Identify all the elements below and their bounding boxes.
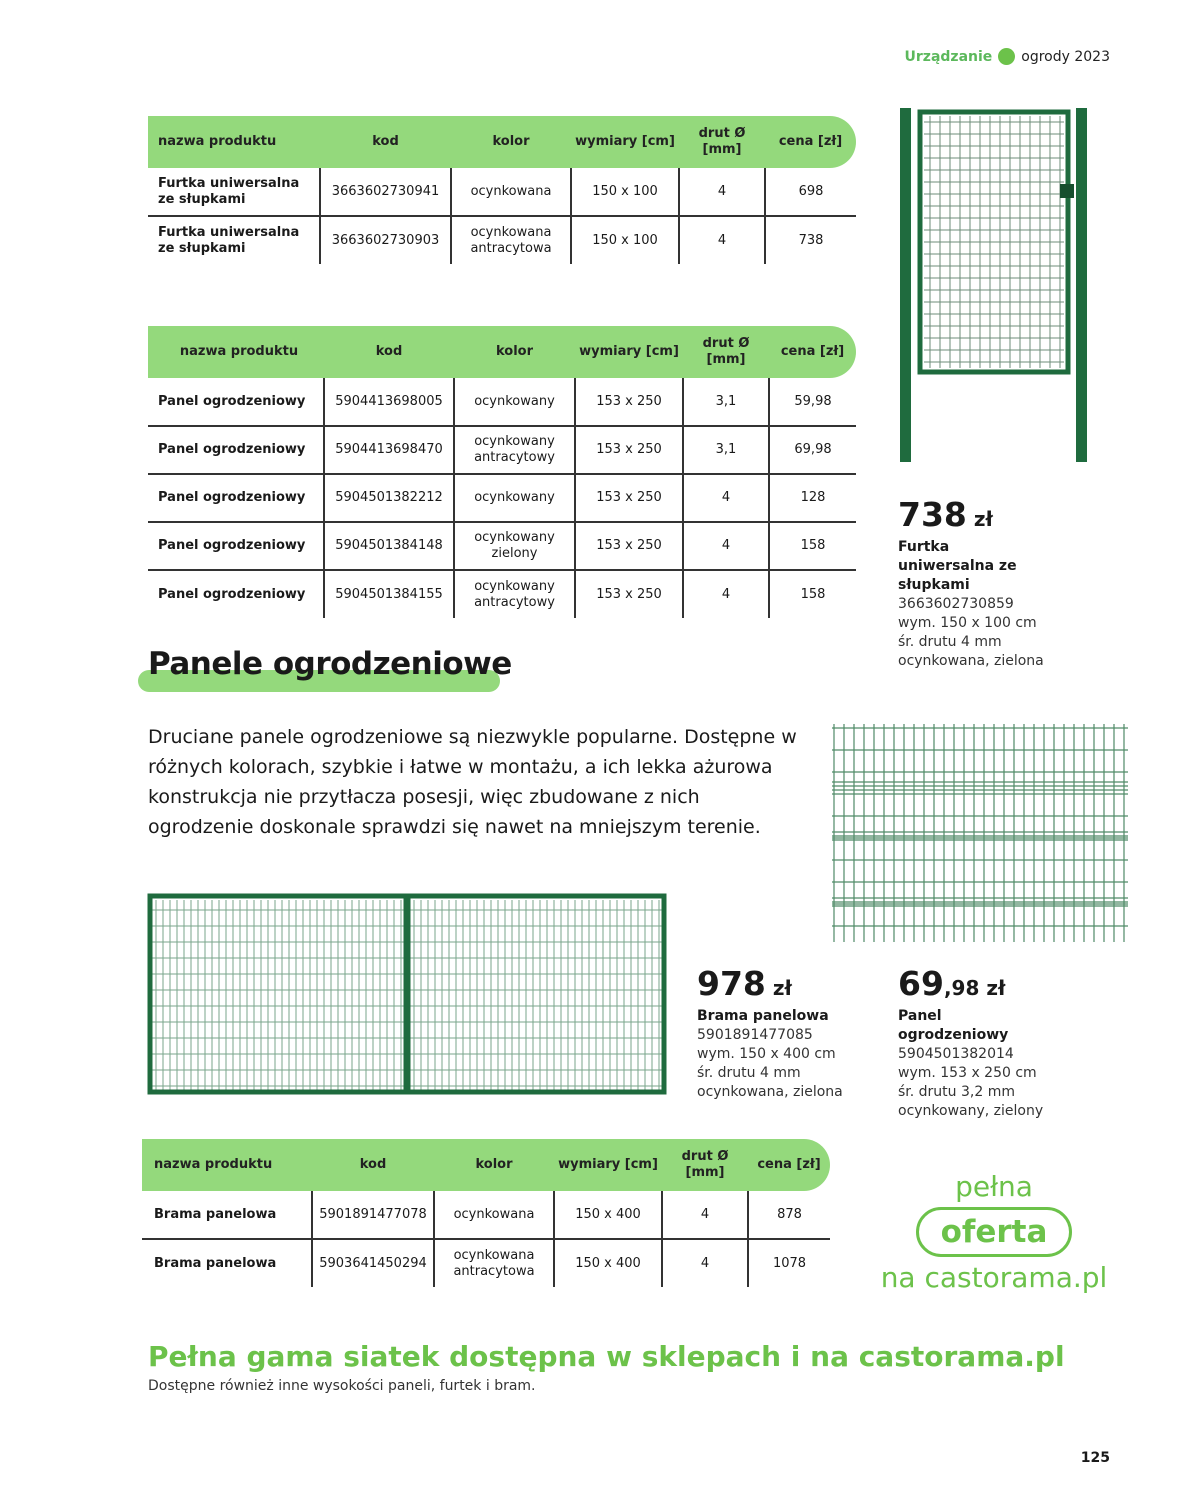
cell-wire: 4 [679, 168, 765, 216]
panel-product-info [898, 965, 1098, 1121]
cell-color: ocynkowany antracytowy [454, 570, 575, 618]
col-dims-header: wymiary [cm] [575, 326, 683, 378]
promo-link[interactable]: na castorama.pl [880, 1261, 1108, 1294]
cell-code: 5904413698005 [324, 378, 454, 426]
gate-price: 738 zł [898, 495, 993, 534]
cell-color: ocynkowana antracytowa [451, 216, 571, 264]
spec-table-panels [148, 326, 856, 618]
col-dims-header: wymiary [cm] [571, 116, 679, 168]
cell-wire: 3,1 [683, 426, 769, 474]
cell-color: ocynkowana [451, 168, 571, 216]
promo-line1: pełna [955, 1170, 1033, 1203]
footer-subtext: Dostępne również inne wysokości paneli, furtek i bram. [148, 1378, 536, 1394]
cell-color: ocynkowany antracytowy [454, 426, 575, 474]
cell-dims: 153 x 250 [575, 426, 683, 474]
cell-name: Panel ogrodzeniowy [148, 378, 324, 426]
cell-price: 1078 [748, 1239, 830, 1287]
cell-name: Panel ogrodzeniowy [158, 586, 306, 602]
table-row [142, 1191, 830, 1239]
col-dims-header: wymiary [cm] [554, 1139, 662, 1191]
table-row [148, 474, 856, 522]
brama-color: ocynkowana, zielona [697, 1084, 843, 1100]
panel-name-line2: ogrodzeniowy [898, 1027, 1009, 1043]
double-gate-product-image [142, 890, 674, 1100]
col-name-header: nazwa produktu [148, 116, 320, 168]
table-row [148, 168, 856, 216]
cell-color: ocynkowany [454, 378, 575, 426]
cell-dims: 153 x 250 [575, 522, 683, 570]
col-color-header: kolor [451, 116, 571, 168]
cell-dims: 150 x 100 [571, 168, 679, 216]
col-price-header: cena [zł] [765, 116, 856, 168]
cell-code: 3663602730941 [320, 168, 451, 216]
cell-wire: 4 [679, 216, 765, 264]
table-header-row [142, 1139, 830, 1191]
gate-product-info [898, 496, 1118, 671]
col-wire-header: drut Ø [mm] [683, 326, 769, 378]
panel-wire: śr. drutu 3,2 mm [898, 1084, 1015, 1100]
cell-price: 128 [769, 474, 856, 522]
col-name-header: nazwa produktu [142, 1139, 312, 1191]
gate-dims: wym. 150 x 100 cm [898, 615, 1037, 631]
cell-price: 698 [765, 168, 856, 216]
cell-code: 5901891477078 [312, 1191, 434, 1239]
cell-name: Brama panelowa [142, 1191, 312, 1239]
category-label: Urządzanie [904, 48, 993, 65]
cell-name: Panel ogrodzeniowy [148, 522, 324, 570]
table-row [148, 522, 856, 570]
col-color-header: kolor [454, 326, 575, 378]
col-price-header: cena [zł] [769, 326, 856, 378]
col-price-header: cena [zł] [748, 1139, 830, 1191]
table-row [148, 426, 856, 474]
cell-price: 69,98 [769, 426, 856, 474]
cell-code: 5903641450294 [312, 1239, 434, 1287]
promo-pill: oferta [916, 1207, 1073, 1257]
brama-price: 978 zł [697, 964, 792, 1003]
promo-badge[interactable] [878, 1170, 1110, 1294]
table-row [142, 1239, 830, 1287]
cell-price: 738 [765, 216, 856, 264]
table-row [148, 570, 856, 618]
cell-wire: 4 [662, 1191, 748, 1239]
table-row [148, 216, 856, 264]
catalog-title: ogrody 2023 [1021, 48, 1110, 65]
cell-price: 59,98 [769, 378, 856, 426]
cell-wire: 4 [662, 1239, 748, 1287]
cell-name: Panel ogrodzeniowy [148, 426, 324, 474]
panel-product-image [832, 722, 1128, 944]
table-row [148, 378, 856, 426]
cell-wire: 4 [683, 522, 769, 570]
cell-wire: 4 [683, 474, 769, 522]
brama-code: 5901891477085 [697, 1027, 813, 1043]
col-wire-header: drut Ø [mm] [679, 116, 765, 168]
cell-dims: 150 x 100 [571, 216, 679, 264]
cell-name: Brama panelowa [154, 1255, 277, 1271]
cell-dims: 150 x 400 [554, 1191, 662, 1239]
panel-dims: wym. 153 x 250 cm [898, 1065, 1037, 1081]
category-dot-icon [998, 48, 1015, 65]
page-header [905, 48, 1110, 65]
cell-dims: 153 x 250 [575, 474, 683, 522]
cell-color: ocynkowana [434, 1191, 554, 1239]
cell-code: 5904501384155 [324, 570, 454, 618]
cell-name: Furtka uniwersalna ze słupkami [158, 224, 300, 256]
col-code-header: kod [324, 326, 454, 378]
cell-code: 3663602730903 [320, 216, 451, 264]
footer-headline: Pełna gama siatek dostępna w sklepach i na castorama.pl [148, 1340, 1065, 1373]
panel-price: 69,98 zł [898, 964, 1006, 1003]
cell-price: 158 [769, 570, 856, 618]
cell-wire: 3,1 [683, 378, 769, 426]
cell-dims: 150 x 400 [554, 1239, 662, 1287]
cell-price: 158 [769, 522, 856, 570]
panel-code: 5904501382014 [898, 1046, 1014, 1062]
gate-name: Furtka uniwersalna ze słupkami [898, 539, 1017, 593]
cell-price: 878 [748, 1191, 830, 1239]
gate-code: 3663602730859 [898, 596, 1014, 612]
gate-color: ocynkowana, zielona [898, 653, 1044, 669]
section-heading: Panele ogrodzeniowe [148, 646, 512, 682]
gate-product-image [896, 104, 1092, 466]
cell-color: ocynkowany zielony [454, 522, 575, 570]
col-name-header: nazwa produktu [148, 326, 324, 378]
panel-color: ocynkowany, zielony [898, 1103, 1044, 1119]
spec-table-gates [148, 116, 856, 264]
section-title [138, 646, 512, 682]
col-wire-header: drut Ø [mm] [662, 1139, 748, 1191]
cell-code: 5904413698470 [324, 426, 454, 474]
col-code-header: kod [320, 116, 451, 168]
cell-code: 5904501382212 [324, 474, 454, 522]
cell-dims: 153 x 250 [575, 378, 683, 426]
cell-wire: 4 [683, 570, 769, 618]
cell-code: 5904501384148 [324, 522, 454, 570]
brama-dims: wym. 150 x 400 cm [697, 1046, 836, 1062]
table-header-row [148, 326, 856, 378]
panel-name-line1: Panel [898, 1008, 942, 1024]
brama-product-info [697, 965, 867, 1102]
page-number: 125 [1080, 1450, 1110, 1466]
cell-name: Panel ogrodzeniowy [148, 474, 324, 522]
gate-wire: śr. drutu 4 mm [898, 634, 1002, 650]
spec-table-gates-panel [142, 1139, 830, 1287]
brama-name: Brama panelowa [697, 1008, 829, 1024]
cell-color: ocynkowana antracytowa [434, 1239, 554, 1287]
intro-paragraph: Druciane panele ogrodzeniowe są niezwykle popularne. Dostępne w różnych kolorach, szybkie i łatwe w montażu, a ich lekka ażurowa konstrukcja nie przytłacza posesji, więc zbudowane z nich ogrodzenie doskonale sprawdzi się nawet na mniejszym terenie. [148, 726, 797, 838]
brama-wire: śr. drutu 4 mm [697, 1065, 801, 1081]
table-header-row [148, 116, 856, 168]
col-code-header: kod [312, 1139, 434, 1191]
cell-dims: 153 x 250 [575, 570, 683, 618]
cell-name: Furtka uniwersalna ze słupkami [148, 168, 320, 216]
col-color-header: kolor [434, 1139, 554, 1191]
cell-color: ocynkowany [454, 474, 575, 522]
